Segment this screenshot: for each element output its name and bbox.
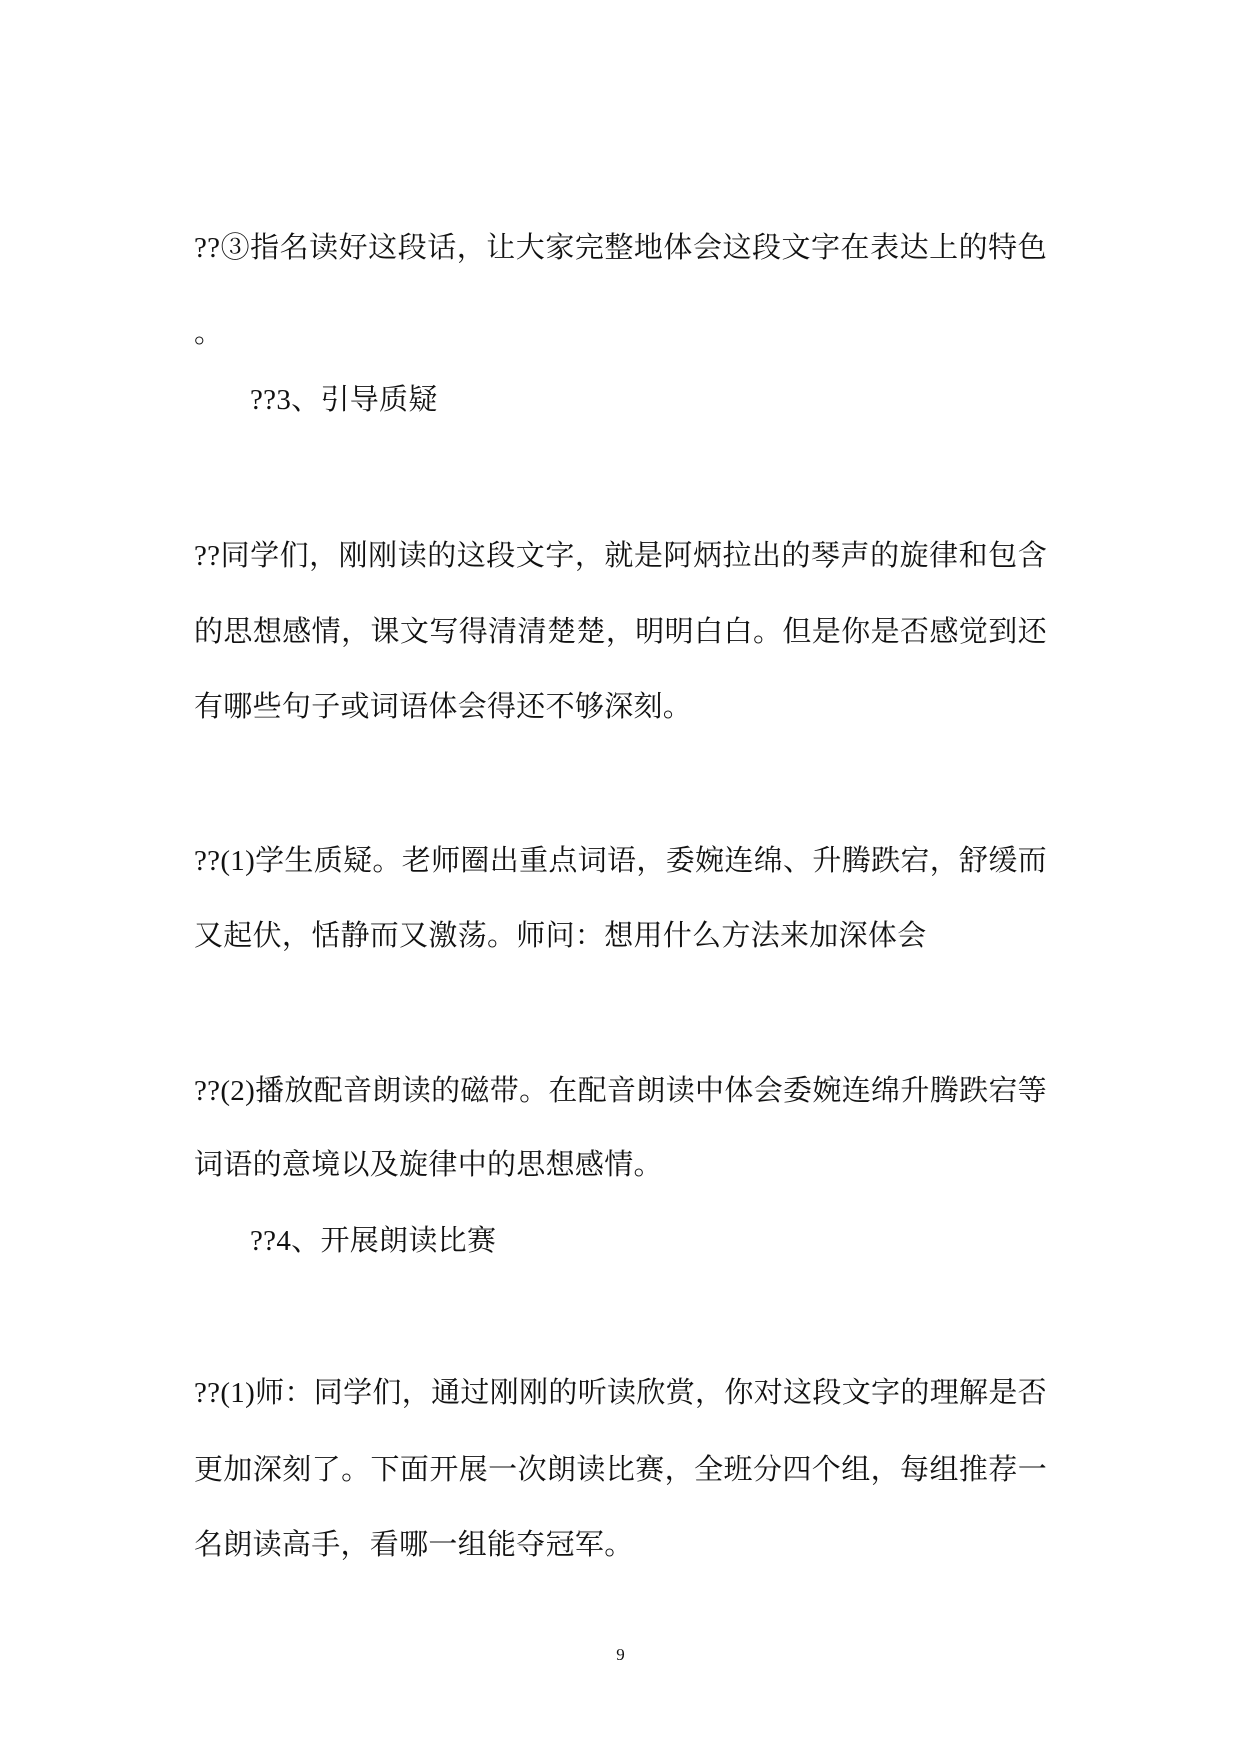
text-line: ??(1)师：同学们，通过刚刚的听读欣赏，你对这段文字的理解是否 (194, 1377, 1047, 1409)
text-line: ??(2)播放配音朗读的磁带。在配音朗读中体会委婉连绵升腾跌宕等 (194, 1075, 1047, 1107)
heading-line: ??4、开展朗读比赛 (250, 1225, 497, 1257)
text-line: ??同学们，刚刚读的这段文字，就是阿炳拉出的琴声的旋律和包含 (194, 540, 1047, 572)
text-line: 的思想感情，课文写得清清楚楚，明明白白。但是你是否感觉到还 (194, 616, 1047, 648)
text-line: ??③指名读好这段话，让大家完整地体会这段文字在表达上的特色 (194, 232, 1047, 264)
text-line: 名朗读高手，看哪一组能夺冠军。 (194, 1529, 634, 1561)
text-line: 更加深刻了。下面开展一次朗读比赛，全班分四个组，每组推荐一 (194, 1454, 1047, 1486)
text-line: 词语的意境以及旋律中的思想感情。 (194, 1149, 663, 1181)
heading-line: ??3、引导质疑 (250, 384, 438, 416)
page-number: 9 (616, 1645, 625, 1664)
text-line: 。 (194, 317, 224, 349)
text-line: 有哪些句子或词语体会得还不够深刻。 (194, 691, 693, 723)
text-line: ??(1)学生质疑。老师圈出重点词语，委婉连绵、升腾跌宕，舒缓而 (194, 845, 1047, 877)
text-line: 又起伏，恬静而又激荡。师问：想用什么方法来加深体会 (194, 920, 927, 952)
